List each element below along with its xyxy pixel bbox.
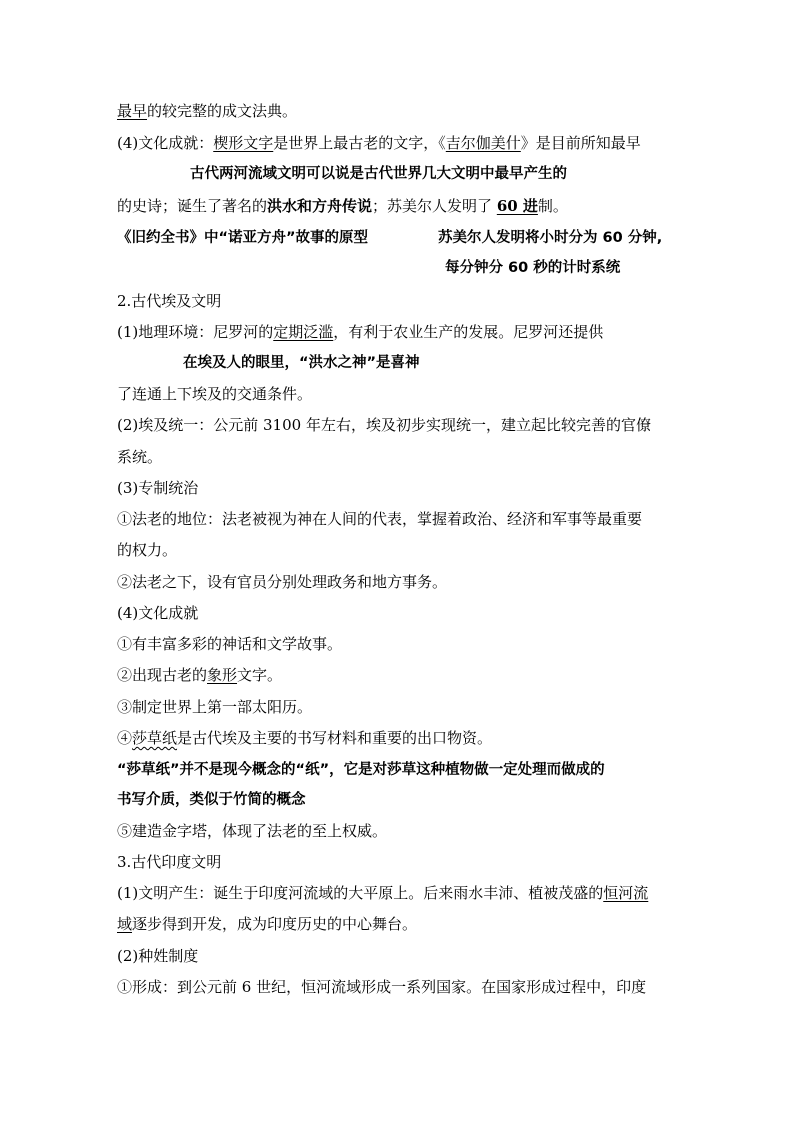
annotation-note: 书写介质，类似于竹简的概念 (117, 792, 306, 808)
annotation-note: 苏美尔人发明将小时分为 60 分钟, (438, 230, 663, 246)
text-line: ⑤建造金字塔，体现了法老的至上权威。 (117, 822, 388, 840)
text-segment: 的史诗；诞生了著名的 (117, 197, 268, 215)
section-heading: 3.古代印度文明 (117, 853, 222, 871)
text-segment: ④ (117, 729, 133, 747)
text-line (117, 101, 297, 121)
text-segment: ，有利于农业生产的发展。尼罗河还提供 (333, 323, 604, 341)
text-segment: (4)文化成就： (117, 134, 214, 152)
annotation-note: 在埃及人的眼里，“洪水之神”是喜神 (183, 355, 420, 371)
text-segment: ②出现古老的 (117, 666, 208, 684)
text-line: (2)种姓制度 (117, 947, 199, 965)
text-line: ①有丰富多彩的神话和文学故事。 (117, 635, 343, 653)
bold-term: 洪水和方舟传说 (267, 197, 373, 215)
section-heading: 2.古代埃及文明 (117, 292, 222, 310)
text-line: ①法老的地位：法老被视为神在人间的代表，掌握着政治、经济和军事等最重要 (117, 510, 643, 528)
text-segment: 的较完整的成文法典。 (147, 102, 298, 120)
text-line: (4)文化成就 (117, 604, 199, 622)
text-segment: (1)地理环境：尼罗河的 (117, 323, 274, 341)
text-line: (2)埃及统一：公元前 3100 年左右，埃及初步实现统一，建立起比较完善的官僚 (117, 416, 651, 434)
text-segment: 逐步得到开发，成为印度历史的中心舞台。 (132, 915, 418, 933)
text-segment: 是古代埃及主要的书写材料和重要的出口物资。 (177, 729, 493, 747)
text-line: ①形成：到公元前 6 世纪，恒河流域形成一系列国家。在国家形成过程中，印度 (117, 978, 647, 996)
text-line: (3)专制统治 (117, 479, 199, 497)
annotation-note: 每分钟分 60 秒的计时系统 (445, 260, 621, 276)
text-line: ③制定世界上第一部太阳历。 (117, 698, 313, 716)
text-segment: 》是目前所知最早 (520, 134, 641, 152)
annotation-note: “莎草纸”并不是现今概念的“纸”，它是对莎草这种植物做一定处理而做成的 (117, 762, 605, 778)
text-line: ②法老之下，设有官员分别处理政务和地方事务。 (117, 573, 448, 591)
text-line (117, 322, 603, 342)
text-line: 了连通上下埃及的交通条件。 (117, 385, 313, 403)
text-line (117, 196, 568, 216)
text-segment: ；苏美尔人发明了 (372, 197, 497, 215)
text-segment: (1)文明产生：诞生于印度河流域的大平原上。后来雨水丰沛、植被茂盛的 (117, 884, 604, 902)
underlined-term: 60 进 (496, 197, 538, 215)
annotation-note: 《旧约全书》中“诺亚方舟”故事的原型 (117, 230, 369, 246)
underlined-term: 定期泛滥 (273, 323, 334, 341)
text-line (117, 728, 492, 748)
wavy-underlined-term: 莎草纸 (132, 729, 178, 747)
text-line: 的权力。 (117, 541, 178, 559)
underlined-term: 最早 (117, 102, 148, 120)
text-segment: 制。 (537, 197, 568, 215)
annotation-note: 古代两河流域文明可以说是古代世界几大文明中最早产生的 (190, 166, 567, 182)
underlined-term: 域 (117, 915, 133, 933)
text-line (117, 133, 641, 153)
underlined-term: 象形 (207, 666, 238, 684)
text-segment: 是世界上最古老的文字，《 (273, 134, 446, 152)
text-line (117, 914, 417, 934)
underlined-term: 吉尔伽美什 (445, 134, 521, 152)
text-line: 系统。 (117, 448, 163, 466)
text-line (117, 665, 282, 685)
underlined-term: 恒河流 (603, 884, 649, 902)
text-segment: 文字。 (237, 666, 283, 684)
underlined-term: 楔形文字 (213, 134, 274, 152)
text-line (117, 883, 648, 903)
